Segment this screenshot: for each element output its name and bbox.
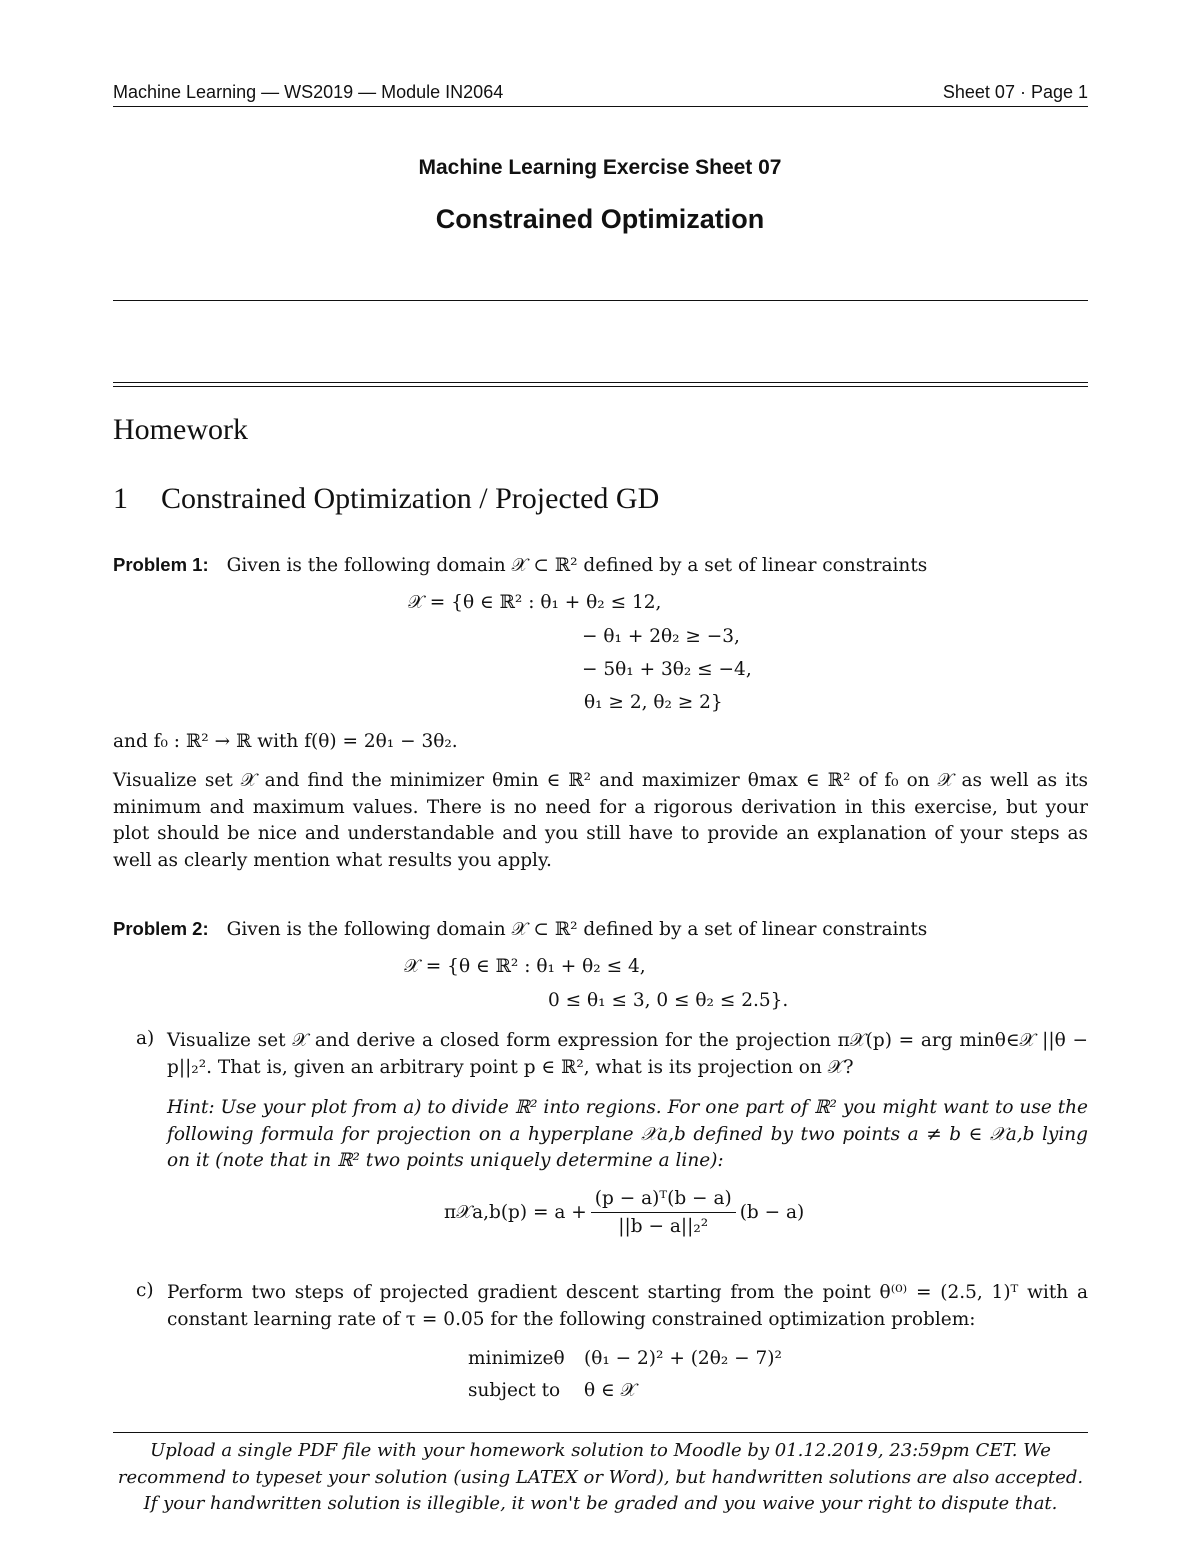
footer-note: Upload a single PDF file with your homework solution to Moodle by 01.12.2019, 23:59pm CET. We recommend to typeset your solution (using LATEX or Word), but handwritten solutions are also accepted. If your handwritten solution is illegible, it won't be graded and you waive your right to dispute that. <box>117 1440 1084 1514</box>
header-right: Sheet 07 · Page 1 <box>942 82 1088 102</box>
problem1-function: and f₀ : ℝ² → ℝ with f(θ) = 2θ₁ − 3θ₂. <box>113 731 458 752</box>
formula-rhs: (b − a) <box>739 1202 805 1223</box>
double-rule-bottom <box>113 386 1088 387</box>
projection-formula <box>444 1188 804 1237</box>
opt-st-expr: θ ∈ 𝒳 <box>584 1380 637 1401</box>
problem2-label: Problem 2: <box>113 918 209 939</box>
section-heading <box>113 482 659 516</box>
section-title: Constrained Optimization / Projected GD <box>161 482 660 515</box>
item-a-label: a) <box>136 1028 155 1049</box>
section-number: 1 <box>113 482 128 515</box>
problem1-intro: Given is the following domain 𝒳 ⊂ ℝ² defined by a set of linear constraints <box>226 555 928 576</box>
problem1-eq-line3: − 5θ₁ + 3θ₂ ≤ −4, <box>582 659 752 680</box>
problem1-intro-line <box>113 552 1088 580</box>
header-left: Machine Learning — WS2019 — Module IN2064 <box>113 82 504 102</box>
header-rule <box>113 106 1088 107</box>
sheet-title: Machine Learning Exercise Sheet 07 <box>418 156 782 179</box>
formula-denominator: ||b − a||₂² <box>618 1216 709 1237</box>
formula-fraction <box>591 1188 736 1237</box>
formula-lhs: π𝒳a,b(p) = a + <box>444 1202 587 1223</box>
formula-numerator: (p − a)ᵀ(b − a) <box>591 1188 736 1213</box>
problem2-intro: Given is the following domain 𝒳 ⊂ ℝ² defined by a set of linear constraints <box>226 919 928 940</box>
problem1-eq-line4: θ₁ ≥ 2, θ₂ ≥ 2} <box>584 692 723 713</box>
title-rule <box>113 300 1088 301</box>
double-rule-top <box>113 382 1088 383</box>
item-c-label: c) <box>136 1280 154 1301</box>
sheet-subtitle: Constrained Optimization <box>435 204 765 234</box>
item-a-text: Visualize set 𝒳 and derive a closed form expression for the projection π𝒳(p) = arg minθ∈𝒳 ||θ − p||₂². That is, given an arbitrary point p ∈ ℝ², what is its projection on 𝒳? <box>167 1030 1088 1078</box>
problem1-task: Visualize set 𝒳 and find the minimizer θmin ∈ ℝ² and maximizer θmax ∈ ℝ² of f₀ on 𝒳 as well as its minimum and maximum values. There is no need for a rigorous derivation in this exercise, but your plot should be nice and understandable and you still have to provide an explanation of your steps as well as clearly mention what results you apply. <box>113 770 1088 871</box>
footer-rule <box>113 1432 1088 1433</box>
problem2-eq-line1: 𝒳 = {θ ∈ ℝ² : θ₁ + θ₂ ≤ 4, <box>404 956 646 977</box>
problem2-intro-line <box>113 916 1088 944</box>
homework-heading: Homework <box>113 413 248 446</box>
problem1-eq-line1: 𝒳 = {θ ∈ ℝ² : θ₁ + θ₂ ≤ 12, <box>408 592 662 613</box>
problem1-label: Problem 1: <box>113 554 209 575</box>
opt-min-label: minimizeθ <box>468 1348 565 1369</box>
problem1-eq-line2: − θ₁ + 2θ₂ ≥ −3, <box>582 626 740 647</box>
problem2-eq-line2: 0 ≤ θ₁ ≤ 3, 0 ≤ θ₂ ≤ 2.5}. <box>548 990 789 1011</box>
opt-st-label: subject to <box>468 1380 561 1401</box>
opt-min-expr: (θ₁ − 2)² + (2θ₂ − 7)² <box>584 1348 782 1369</box>
item-a-hint: Hint: Use your plot from a) to divide ℝ² into regions. For one part of ℝ² you might want to use the following formula for projection on a hyperplane 𝒳a,b defined by two points a ≠ b ∈ 𝒳a,b lying on it (note that in ℝ² two points uniquely determine a line): <box>167 1097 1088 1171</box>
item-c-text: Perform two steps of projected gradient descent starting from the point θ⁽⁰⁾ = (2.5, 1)ᵀ with a constant learning rate of τ = 0.05 for the following constrained optimization problem: <box>167 1282 1088 1330</box>
